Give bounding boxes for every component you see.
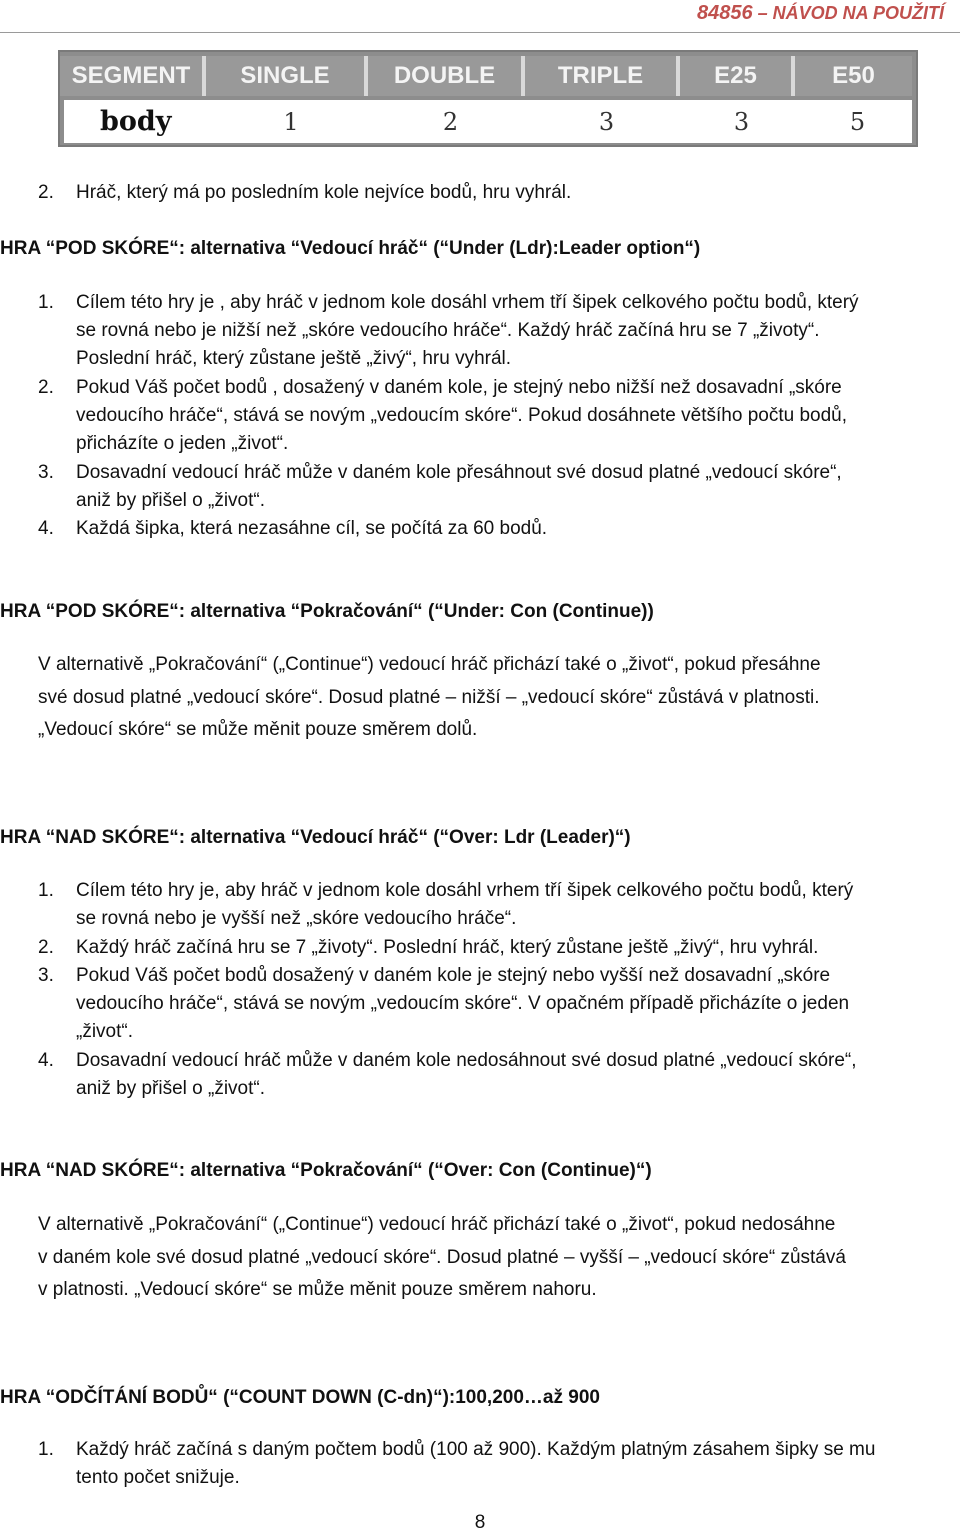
list-number: 4. <box>38 518 54 539</box>
score-value-double: 2 <box>442 107 459 136</box>
section-heading: HRA “POD SKÓRE“: alternativa “Pokračování“ (“Under: Con (Continue)) <box>0 601 654 622</box>
score-header-single: SINGLE <box>206 56 368 96</box>
score-row-label: body <box>100 106 172 137</box>
header-title: NÁVOD NA POUŽITÍ <box>772 3 944 23</box>
list-item-text: Pokud Váš počet bodů , dosažený v daném kole, je stejný nebo nižší než dosavadní „skóre <box>76 377 842 398</box>
paragraph-line: „Vedoucí skóre“ se může měnit pouze směrem dolů. <box>38 719 478 740</box>
score-table-value-row <box>64 100 912 143</box>
paragraph-line: V alternativě „Pokračování“ („Continue“) vedoucí hráč přichází také o „život“, pokud přesáhne <box>38 654 821 675</box>
header-dash: – <box>752 3 768 23</box>
list-item-text: vedoucího hráče“, stává se novým „vedoucím skóre“. V opačném případě přicházíte o jeden <box>76 993 850 1014</box>
list-item-text: Pokud Váš počet bodů dosažený v daném kole je stejný nebo vyšší než dosavadní „skóre <box>76 965 831 986</box>
list-item-text: Cílem této hry je, aby hráč v jednom kole dosáhl vrhem tří šipek celkového počtu bodů, který <box>76 880 854 901</box>
list-number: 4. <box>38 1050 54 1071</box>
list-item-text: se rovná nebo je nižší než „skóre vedoucího hráče“. Každý hráč začíná hru se 7 „životy“. <box>76 320 820 341</box>
section-heading: HRA “POD SKÓRE“: alternativa “Vedoucí hráč“ (“Under (Ldr):Leader option“) <box>0 238 701 259</box>
score-value-single: 1 <box>283 107 299 136</box>
list-number: 2. <box>38 377 54 398</box>
score-table-header-row <box>60 52 916 100</box>
score-header-e25: E25 <box>680 56 795 96</box>
list-item-text: aniž by přišel o „život“. <box>76 1078 266 1099</box>
paragraph-line: V alternativě „Pokračování“ („Continue“) vedoucí hráč přichází také o „život“, pokud nedosáhne <box>38 1214 836 1235</box>
list-item-text: Cílem této hry je , aby hráč v jednom kole dosáhl vrhem tří šipek celkového počtu bodů, který <box>76 292 859 313</box>
list-item-text: aniž by přišel o „život“. <box>76 490 266 511</box>
paragraph-line: v platnosti. „Vedoucí skóre“ se může měnit pouze směrem nahoru. <box>38 1279 597 1300</box>
score-header-segment: SEGMENT <box>60 56 206 96</box>
list-item-text: Každý hráč začíná s daným počtem bodů (100 až 900). Každým platným zásahem šipky se mu <box>76 1439 876 1460</box>
score-value-e25: 3 <box>733 107 750 136</box>
score-value-triple: 3 <box>598 107 615 136</box>
list-item-text: se rovná nebo je vyšší než „skóre vedoucího hráče“. <box>76 908 517 929</box>
list-number: 3. <box>38 462 54 483</box>
list-item-text: Poslední hráč, který zůstane ještě „živý“, hru vyhrál. <box>76 348 512 369</box>
score-table <box>58 50 918 147</box>
score-header-e50: E50 <box>795 56 912 96</box>
list-item-text: Každý hráč začíná hru se 7 „životy“. Poslední hráč, který zůstane ještě „živý“, hru vyhrál. <box>76 937 819 958</box>
list-item-text: Hráč, který má po posledním kole nejvíce bodů, hru vyhrál. <box>76 182 572 203</box>
page-header <box>697 0 944 30</box>
list-item-text: tento počet snižuje. <box>76 1467 240 1488</box>
list-item-text: přicházíte o jeden „život“. <box>76 433 289 454</box>
list-number: 1. <box>38 1439 54 1460</box>
score-header-double: DOUBLE <box>368 56 525 96</box>
score-header-triple: TRIPLE <box>525 56 680 96</box>
list-item-text: Každá šipka, která nezasáhne cíl, se počítá za 60 bodů. <box>76 518 548 539</box>
paragraph-line: své dosud platné „vedoucí skóre“. Dosud platné – nižší – „vedoucí skóre“ zůstává v platnosti. <box>38 687 820 708</box>
score-value-e50: 5 <box>849 107 866 136</box>
header-number: 84856 <box>697 2 753 24</box>
list-number: 1. <box>38 880 54 901</box>
list-number: 3. <box>38 965 54 986</box>
section-heading: HRA “ODČÍTÁNÍ BODŮ“ (“COUNT DOWN (C-dn)“):100,200…až 900 <box>0 1387 600 1408</box>
page-number: 8 <box>474 1512 486 1533</box>
list-item-text: „život“. <box>76 1021 133 1042</box>
list-item-text: Dosavadní vedoucí hráč může v daném kole přesáhnout své dosud platné „vedoucí skóre“, <box>76 462 842 483</box>
list-item-text: Dosavadní vedoucí hráč může v daném kole nedosáhnout své dosud platné „vedoucí skóre“, <box>76 1050 857 1071</box>
list-number: 2. <box>38 182 54 203</box>
list-number: 1. <box>38 292 54 313</box>
section-heading: HRA “NAD SKÓRE“: alternativa “Pokračování“ (“Over: Con (Continue)“) <box>0 1160 652 1181</box>
section-heading: HRA “NAD SKÓRE“: alternativa “Vedoucí hráč“ (“Over: Ldr (Leader)“) <box>0 827 631 848</box>
paragraph-line: v daném kole své dosud platné „vedoucí skóre“. Dosud platné – vyšší – „vedoucí skóre“ zůstává <box>38 1247 846 1268</box>
header-divider <box>0 32 960 33</box>
list-number: 2. <box>38 937 54 958</box>
list-item-text: vedoucího hráče“, stává se novým „vedoucím skóre“. Pokud dosáhnete většího počtu bodů, <box>76 405 847 426</box>
